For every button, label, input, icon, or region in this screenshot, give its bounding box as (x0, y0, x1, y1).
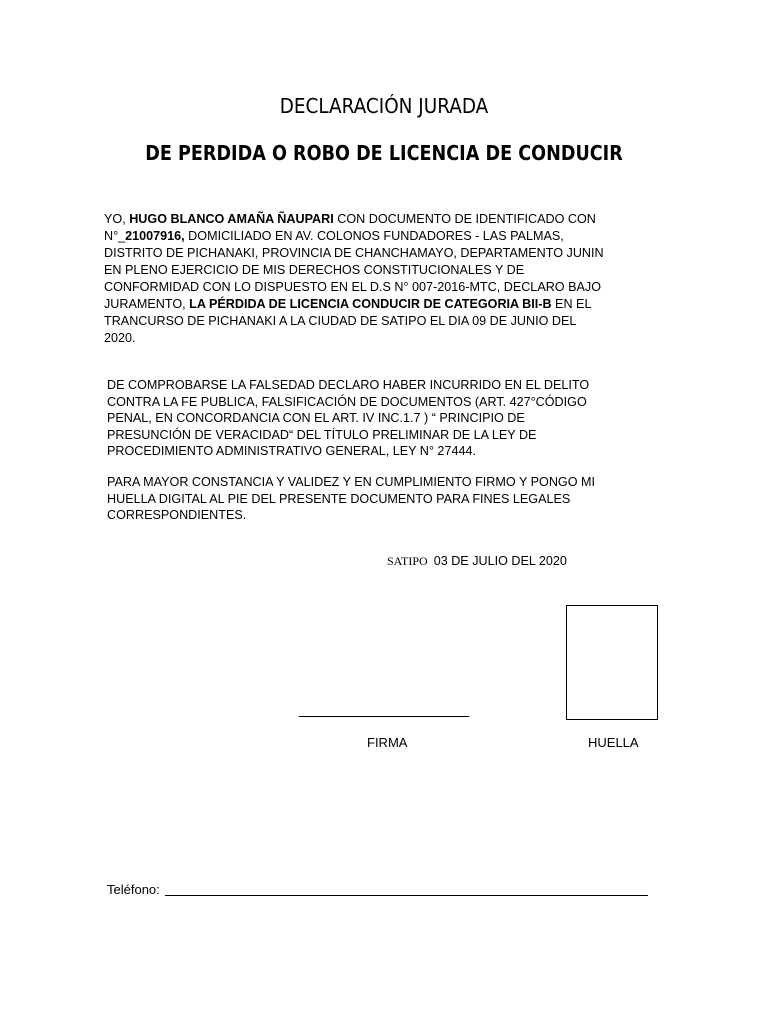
paragraph-line: JURAMENTO, LA PÉRDIDA DE LICENCIA CONDUCIR DE CATEGORIA BII-B EN EL (104, 297, 592, 311)
fingerprint-box (566, 605, 658, 720)
paragraph-line: CONTRA LA FE PUBLICA, FALSIFICACIÓN DE DOCUMENTOS (ART. 427°CÓDIGO (107, 394, 587, 409)
paragraph-line: N°_21007916, DOMICILIADO EN AV. COLONOS FUNDADORES - LAS PALMAS, (104, 229, 564, 243)
constancy-paragraph (107, 474, 662, 524)
paragraph-line: TRANCURSO DE PICHANAKI A LA CIUDAD DE SATIPO EL DIA 09 DE JUNIO DEL (104, 314, 577, 328)
falsehood-clause-paragraph (107, 377, 662, 460)
document-subtitle: DE PERDIDA O ROBO DE LICENCIA DE CONDUCIR (145, 141, 623, 165)
phone-line (165, 895, 648, 896)
paragraph-line: DE COMPROBARSE LA FALSEDAD DECLARO HABER INCURRIDO EN EL DELITO (107, 378, 590, 392)
license-loss-statement: LA PÉRDIDA DE LICENCIA CONDUCIR DE CATEGORIA BII-B (189, 297, 552, 311)
paragraph-line: HUELLA DIGITAL AL PIE DEL PRESENTE DOCUMENTO PARA FINES LEGALES (107, 491, 571, 506)
document-title: DECLARACIÓN JURADA (279, 94, 489, 118)
date-line (387, 554, 567, 569)
paragraph-line: DISTRITO DE PICHANAKI, PROVINCIA DE CHANCHAMAYO, DEPARTAMENTO JUNIN (104, 246, 604, 260)
paragraph-line: PENAL, EN CONCORDANCIA CON EL ART. IV INC.1.7 ) “ PRINCIPIO DE (107, 411, 525, 425)
paragraph-line: PARA MAYOR CONSTANCIA Y VALIDEZ Y EN CUMPLIMIENTO FIRMO Y PONGO MI (107, 475, 595, 489)
paragraph-line: CONFORMIDAD CON LO DISPUESTO EN EL D.S N° 007-2016-MTC, DECLARO BAJO (104, 280, 601, 294)
paragraph-line: PROCEDIMIENTO ADMINISTRATIVO GENERAL, LEY N° 27444. (107, 444, 476, 458)
phone-label: Teléfono: (107, 882, 160, 897)
declaration-paragraph (104, 211, 662, 347)
signature-label: FIRMA (367, 735, 408, 750)
paragraph-line: 2020. (104, 331, 136, 345)
document-number: 21007916, (125, 229, 185, 243)
paragraph-line: PRESUNCIÓN DE VERACIDAD“ DEL TÍTULO PRELIMINAR DE LA LEY DE (107, 427, 537, 442)
signature-line (299, 716, 469, 717)
paragraph-line: CORRESPONDIENTES. (107, 508, 247, 522)
fingerprint-label: HUELLA (588, 735, 639, 750)
paragraph-line: YO, HUGO BLANCO AMAÑA ÑAUPARI CON DOCUMENTO DE IDENTIFICADO CON (104, 212, 596, 226)
date-value: 03 DE JULIO DEL 2020 (433, 554, 567, 568)
date-place: SATIPO (387, 554, 428, 568)
paragraph-line: EN PLENO EJERCICIO DE MIS DERECHOS CONSTITUCIONALES Y DE (104, 263, 525, 277)
declarant-name: HUGO BLANCO AMAÑA ÑAUPARI (129, 212, 334, 226)
